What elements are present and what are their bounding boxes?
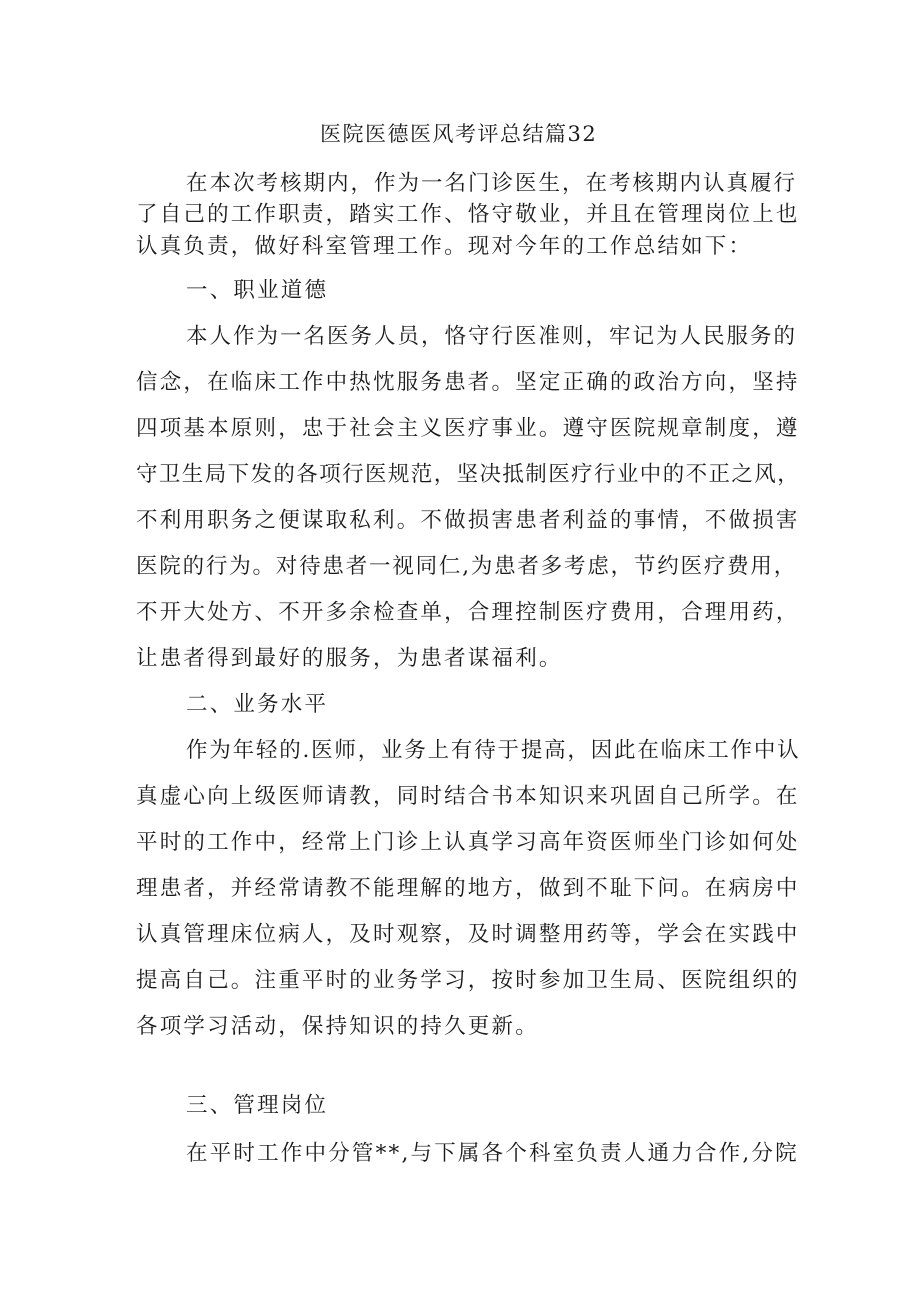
section-1-line-5: 不利用职务之便谋取私利。不做损害患者利益的事情，不做损害 <box>136 508 800 533</box>
intro-line-2: 了自己的工作职责，踏实工作、恪守敬业，并且在管理岗位上也 <box>136 202 800 227</box>
section-2-line-4: 理患者，并经常请教不能理解的地方，做到不耻下问。在病房中 <box>136 876 800 901</box>
section-1-line-3: 四项基本原则，忠于社会主义医疗事业。遵守医院规章制度，遵 <box>136 416 800 441</box>
section-2-heading: 二、业务水平 <box>186 692 329 717</box>
document-title: 医院医德医风考评总结篇32 <box>320 122 598 146</box>
section-1-line-1: 本人作为一名医务人员，恪守行医准则，牢记为人民服务的 <box>186 324 798 349</box>
section-2-line-1: 作为年轻的.医师，业务上有待于提高，因此在临床工作中认 <box>186 738 801 763</box>
section-1-heading: 一、职业道德 <box>186 278 329 303</box>
section-1-line-7: 不开大处方、不开多余检查单，合理控制医疗费用，合理用药， <box>136 600 800 625</box>
intro-line-1: 在本次考核期内，作为一名门诊医生，在考核期内认真履行 <box>186 171 798 196</box>
section-3-line-1: 在平时工作中分管**,与下属各个科室负责人通力合作,分院 <box>186 1141 799 1166</box>
section-2-line-6: 提高自己。注重平时的业务学习，按时参加卫生局、医院组织的 <box>136 968 800 993</box>
section-2-line-2: 真虚心向上级医师请教，同时结合书本知识来巩固自己所学。在 <box>136 784 800 809</box>
section-1-line-4: 守卫生局下发的各项行医规范，坚决抵制医疗行业中的不正之风， <box>136 462 801 487</box>
section-2-line-7: 各项学习活动，保持知识的持久更新。 <box>136 1014 539 1039</box>
section-2-line-5: 认真管理床位病人，及时观察，及时调整用药等，学会在实践中 <box>136 922 800 947</box>
section-1-line-6: 医院的行为。对待患者一视同仁,为患者多考虑，节约医疗费用， <box>136 554 798 579</box>
section-1-line-2: 信念，在临床工作中热忱服务患者。坚定正确的政治方向，坚持 <box>136 370 800 395</box>
section-3-heading: 三、管理岗位 <box>186 1093 329 1118</box>
intro-line-3: 认真负责，做好科室管理工作。现对今年的工作总结如下： <box>136 234 753 259</box>
section-1-line-8: 让患者得到最好的服务，为患者谋福利。 <box>136 646 563 671</box>
section-2-line-3: 平时的工作中，经常上门诊上认真学习高年资医师坐门诊如何处 <box>136 830 800 855</box>
